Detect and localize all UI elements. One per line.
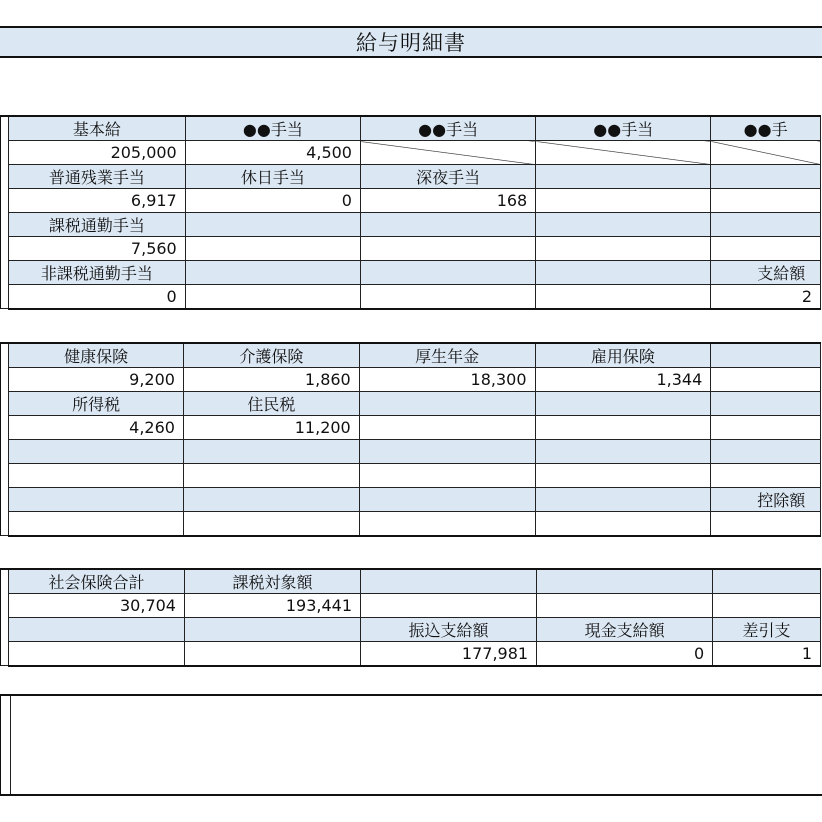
label-empty <box>185 261 360 285</box>
label-empty <box>9 488 184 512</box>
label-allowance-4: ●●手 <box>711 116 821 141</box>
value-empty <box>9 464 184 488</box>
value-total-pay: 2 <box>711 285 821 309</box>
label-empty <box>713 569 821 594</box>
value-taxable-amount: 193,441 <box>184 594 360 618</box>
label-empty <box>9 440 184 464</box>
label-empty <box>360 261 535 285</box>
label-care-insurance: 介護保険 <box>183 343 359 368</box>
label-taxable-commute: 課税通勤手当 <box>9 213 186 237</box>
earnings-table <box>0 115 821 310</box>
value-pension: 18,300 <box>359 368 535 392</box>
value-empty <box>183 512 359 536</box>
value-empty <box>359 464 535 488</box>
value-allowance-3 <box>536 141 711 165</box>
label-overtime: 普通残業手当 <box>9 165 186 189</box>
label-empty <box>359 488 535 512</box>
value-empty <box>711 464 821 488</box>
value-empty <box>535 512 711 536</box>
value-night: 168 <box>360 189 535 213</box>
value-empty <box>537 594 713 618</box>
value-empty <box>711 237 821 261</box>
value-empty <box>361 594 537 618</box>
label-health-insurance: 健康保険 <box>9 343 184 368</box>
value-empty <box>713 594 821 618</box>
label-night: 深夜手当 <box>360 165 535 189</box>
label-bank-transfer: 振込支給額 <box>361 618 537 642</box>
value-empty <box>711 416 821 440</box>
label-empty <box>711 392 821 416</box>
label-empty <box>185 213 360 237</box>
remarks-box <box>0 694 822 796</box>
label-empty <box>535 440 711 464</box>
label-empty <box>184 618 360 642</box>
label-empty <box>536 261 711 285</box>
label-empty <box>535 392 711 416</box>
value-empty <box>185 237 360 261</box>
value-empty <box>185 285 360 309</box>
value-empty <box>536 189 711 213</box>
value-employment-insurance: 1,344 <box>535 368 711 392</box>
label-empty <box>536 213 711 237</box>
value-empty <box>183 464 359 488</box>
label-empty <box>711 165 821 189</box>
label-empty <box>9 618 185 642</box>
label-empty <box>537 569 713 594</box>
value-holiday: 0 <box>185 189 360 213</box>
value-care-insurance: 1,860 <box>183 368 359 392</box>
value-social-insurance-total: 30,704 <box>9 594 185 618</box>
label-empty <box>183 440 359 464</box>
value-empty <box>711 368 821 392</box>
label-net-pay: 差引支 <box>713 618 821 642</box>
value-nontaxable-commute: 0 <box>9 285 186 309</box>
label-resident-tax: 住民税 <box>183 392 359 416</box>
value-allowance-4 <box>711 141 821 165</box>
label-total-deductions: 控除額 <box>711 488 821 512</box>
payslip-title: 給与明細書 <box>0 26 822 58</box>
label-cash-payment: 現金支給額 <box>537 618 713 642</box>
label-empty <box>711 213 821 237</box>
value-empty <box>536 285 711 309</box>
value-empty <box>535 464 711 488</box>
label-social-insurance-total: 社会保険合計 <box>9 569 185 594</box>
label-empty <box>359 392 535 416</box>
label-empty <box>361 569 537 594</box>
value-net-pay: 1 <box>713 642 821 666</box>
value-empty <box>359 416 535 440</box>
label-empty <box>360 213 535 237</box>
value-empty <box>360 237 535 261</box>
value-overtime: 6,917 <box>9 189 186 213</box>
label-taxable-amount: 課税対象額 <box>184 569 360 594</box>
label-income-tax: 所得税 <box>9 392 184 416</box>
value-allowance-2 <box>360 141 535 165</box>
value-empty <box>9 512 184 536</box>
label-allowance-2: ●●手当 <box>360 116 535 141</box>
value-empty <box>184 642 360 666</box>
value-empty <box>9 642 185 666</box>
label-allowance-1: ●●手当 <box>185 116 360 141</box>
deductions-table <box>0 342 821 537</box>
value-income-tax: 4,260 <box>9 416 184 440</box>
label-empty <box>359 440 535 464</box>
label-empty <box>536 165 711 189</box>
earnings-side-cell <box>0 116 9 309</box>
deductions-side-cell <box>0 343 9 536</box>
value-health-insurance: 9,200 <box>9 368 184 392</box>
label-pension: 厚生年金 <box>359 343 535 368</box>
value-basic-pay: 205,000 <box>9 141 186 165</box>
label-empty <box>535 488 711 512</box>
label-empty <box>183 488 359 512</box>
totals-side-cell <box>0 569 9 666</box>
label-holiday: 休日手当 <box>185 165 360 189</box>
value-cash-payment: 0 <box>537 642 713 666</box>
value-empty <box>535 416 711 440</box>
label-allowance-3: ●●手当 <box>536 116 711 141</box>
value-empty <box>360 285 535 309</box>
label-nontaxable-commute: 非課税通勤手当 <box>9 261 186 285</box>
label-employment-insurance: 雇用保険 <box>535 343 711 368</box>
value-total-deductions <box>711 512 821 536</box>
value-allowance-1: 4,500 <box>185 141 360 165</box>
label-total-pay: 支給額 <box>711 261 821 285</box>
remarks-divider <box>10 696 11 794</box>
value-empty <box>711 189 821 213</box>
value-bank-transfer: 177,981 <box>361 642 537 666</box>
value-resident-tax: 11,200 <box>183 416 359 440</box>
label-empty <box>711 440 821 464</box>
totals-table <box>0 568 821 667</box>
value-empty <box>536 237 711 261</box>
value-empty <box>359 512 535 536</box>
label-basic-pay: 基本給 <box>9 116 186 141</box>
label-empty <box>711 343 821 368</box>
value-taxable-commute: 7,560 <box>9 237 186 261</box>
